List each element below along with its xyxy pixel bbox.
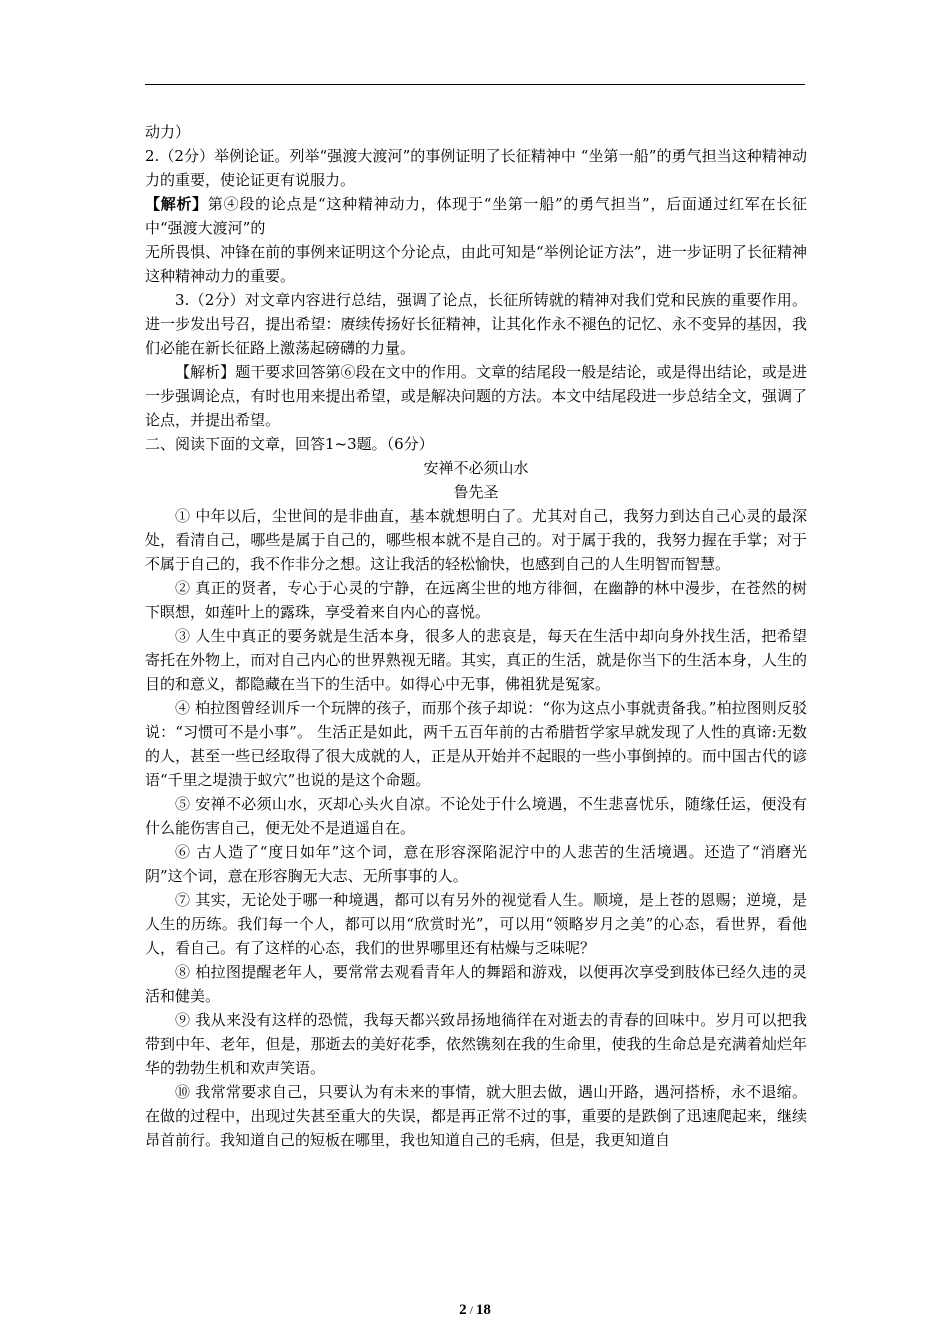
article-paragraph-4: ④ 柏拉图曾经训斥一个玩牌的孩子，而那个孩子却说：“你为这点小事就责备我。”柏拉图则反驳说：“习惯可不是小事”。 生活正是如此，两千五百年前的古希腊哲学家早就发现了人性的真谛:无数的人，甚至一些已经取得了很大成就的人，正是从开始并不起眼的一些小事倒掉的。而中国古代的谚语“千里之堤溃于蚁穴”也说的是这个命题。 (145, 699, 807, 789)
page-separator: / (466, 1303, 476, 1317)
section-heading: 二、阅读下面的文章，回答1~3题。（6分） (145, 435, 434, 453)
answer-3: 3.（2分）对文章内容进行总结，强调了论点，长征所铸就的精神对我们党和民族的重要作用。进一步发出号召，提出希望：赓续传扬好长征精神，让其化作永不褪色的记忆、永不变异的基因，我们必能在新长征路上激荡起磅礴的力量。 (145, 291, 807, 357)
header-rule (145, 84, 805, 85)
article-paragraph-1: ① 中年以后，尘世间的是非曲直，基本就想明白了。尤其对自己，我努力到达自己心灵的最深处，看清自己，哪些是属于自己的，哪些根本就不是自己的。对于属于我的，我努力握在手掌；对于不属于自己的，我不作非分之想。这让我活的轻松愉快，也感到自己的人生明智而智慧。 (145, 507, 807, 573)
analysis-text: 第④段的论点是“这种精神动力，体现于“坐第一船”的勇气担当”，后面通过红军在长征中“强渡大渡河”的 (145, 195, 807, 237)
current-page: 2 (459, 1302, 467, 1318)
article-paragraph-3: ③ 人生中真正的要务就是生活本身，很多人的悲哀是，每天在生活中却向身外找生活，把希望寄托在外物上，而对自己内心的世界熟视无睹。其实，真正的生活，就是你当下的生活本身，人生的目的和意义，都隐藏在当下的生活中。如得心中无事，佛祖犹是冤家。 (145, 627, 807, 693)
analysis-2-cont: 无所畏惧、冲锋在前的事例来证明这个分论点，由此可知是“举例论证方法”，进一步证明了长征精神这种精神动力的重要。 (145, 243, 807, 285)
article-title: 安禅不必须山水 (423, 459, 529, 477)
analysis-label: 【解析】 (145, 195, 208, 213)
article-paragraph-10: ⑩ 我常常要求自己，只要认为有未来的事情，就大胆去做，遇山开路，遇河搭桥，永不退缩。 在做的过程中，出现过失甚至重大的失误，都是再正常不过的事，重要的是跌倒了迅速爬起来，继续昂首前行。我知道自己的短板在哪里，我也知道自己的毛病，但是，我更知道自 (145, 1083, 807, 1149)
answer-fragment: 动力） (145, 123, 191, 141)
analysis-3 (145, 360, 807, 432)
article-paragraph-5: ⑤ 安禅不必须山水，灭却心头火自凉。不论处于什么境遇，不生悲喜忧乐，随缘任运，便没有什么能伤害自己，便无处不是逍遥自在。 (145, 795, 807, 837)
article-paragraph-2: ② 真正的贤者，专心于心灵的宁静，在远离尘世的地方徘徊，在幽静的林中漫步，在苍然的树下瞑想，如莲叶上的露珠，享受着来自内心的喜悦。 (145, 579, 807, 621)
article-paragraph-6: ⑥ 古人造了“度日如年”这个词，意在形容深陷泥泞中的人悲苦的生活境遇。还造了“消磨光阴”这个词，意在形容胸无大志、无所事事的人。 (145, 843, 807, 885)
analysis-label: 【解析】 (175, 363, 236, 381)
article-paragraph-9: ⑨ 我从来没有这样的恐慌，我每天都兴致昂扬地徜徉在对逝去的青春的回味中。岁月可以把我带到中年、老年，但是，那逝去的美好花季，依然镌刻在我的生命里，使我的生命总是充满着灿烂年华的勃勃生机和欢声笑语。 (145, 1011, 807, 1077)
article-paragraph-8: ⑧ 柏拉图提醒老年人，要常常去观看青年人的舞蹈和游戏，以便再次享受到肢体已经久违的灵活和健美。 (145, 963, 807, 1005)
article-author: 鲁先圣 (453, 483, 499, 501)
article-paragraph-7: ⑦ 其实，无论处于哪一种境遇，都可以有另外的视觉看人生。顺境，是上苍的恩赐；逆境，是人生的历练。我们每一个人，都可以用“欣赏时光”，可以用“领略岁月之美”的心态，看世界，看他人，看自己。有了这样的心态，我们的世界哪里还有枯燥与乏味呢？ (145, 891, 807, 957)
total-pages: 18 (475, 1302, 491, 1318)
analysis-text: 题干要求回答第⑥段在文中的作用。文章的结尾段一般是结论，或是得出结论，或是进一步强调论点，有时也用来提出希望，或是解决问题的方法。本文中结尾段进一步总结全文，强调了论点，并提出希望。 (145, 363, 807, 429)
page-number (0, 1302, 950, 1319)
answer-2: 2.（2分）举例论证。列举“强渡大渡河”的事例证明了长征精神中 “坐第一船”的勇气担当这种精神动力的重要，使论证更有说服力。 (145, 147, 807, 189)
page-content (145, 120, 807, 1152)
analysis-2 (145, 192, 807, 240)
